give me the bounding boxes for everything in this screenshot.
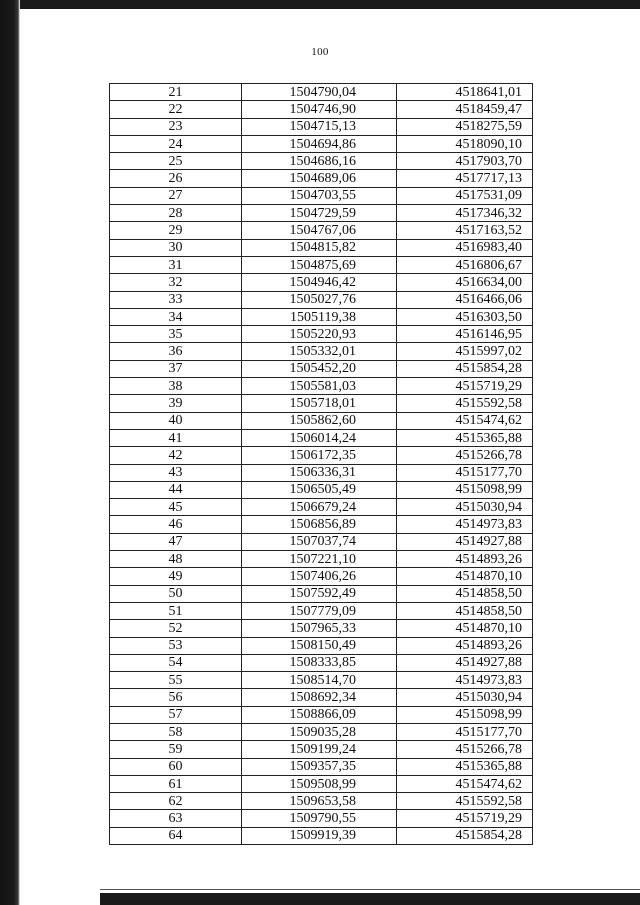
- y-coordinate-cell: 4517903,70: [397, 153, 533, 170]
- y-coordinate-cell: 4517717,13: [397, 170, 533, 187]
- table-row: [110, 84, 533, 101]
- y-coordinate-cell: 4518275,59: [397, 118, 533, 135]
- y-coordinate-cell: 4518459,47: [397, 101, 533, 118]
- x-coordinate-cell: 1508692,34: [242, 689, 397, 706]
- point-number-cell: 52: [110, 620, 242, 637]
- x-coordinate-cell: 1509790,55: [242, 810, 397, 827]
- table-row: [110, 360, 533, 377]
- point-number-cell: 25: [110, 153, 242, 170]
- y-coordinate-cell: 4514973,83: [397, 672, 533, 689]
- point-number-cell: 41: [110, 429, 242, 446]
- point-number-cell: 63: [110, 810, 242, 827]
- table-row: [110, 689, 533, 706]
- x-coordinate-cell: 1508150,49: [242, 637, 397, 654]
- y-coordinate-cell: 4515098,99: [397, 481, 533, 498]
- point-number-cell: 32: [110, 274, 242, 291]
- y-coordinate-cell: 4515997,02: [397, 343, 533, 360]
- x-coordinate-cell: 1504946,42: [242, 274, 397, 291]
- point-number-cell: 47: [110, 533, 242, 550]
- y-coordinate-cell: 4515854,28: [397, 827, 533, 844]
- table-row: [110, 516, 533, 533]
- table-row: [110, 585, 533, 602]
- table-row: [110, 741, 533, 758]
- x-coordinate-cell: 1505220,93: [242, 326, 397, 343]
- x-coordinate-cell: 1509357,35: [242, 758, 397, 775]
- y-coordinate-cell: 4516806,67: [397, 256, 533, 273]
- table-row: [110, 706, 533, 723]
- x-coordinate-cell: 1504875,69: [242, 256, 397, 273]
- x-coordinate-cell: 1505027,76: [242, 291, 397, 308]
- y-coordinate-cell: 4518641,01: [397, 84, 533, 101]
- y-coordinate-cell: 4514858,50: [397, 602, 533, 619]
- table-row: [110, 758, 533, 775]
- table-row: [110, 481, 533, 498]
- x-coordinate-cell: 1506856,89: [242, 516, 397, 533]
- table-row: [110, 135, 533, 152]
- y-coordinate-cell: 4514858,50: [397, 585, 533, 602]
- x-coordinate-cell: 1505452,20: [242, 360, 397, 377]
- x-coordinate-cell: 1507406,26: [242, 568, 397, 585]
- x-coordinate-cell: 1506172,35: [242, 447, 397, 464]
- y-coordinate-cell: 4515592,58: [397, 793, 533, 810]
- point-number-cell: 55: [110, 672, 242, 689]
- y-coordinate-cell: 4514870,10: [397, 568, 533, 585]
- x-coordinate-cell: 1508333,85: [242, 654, 397, 671]
- table-row: [110, 118, 533, 135]
- y-coordinate-cell: 4516303,50: [397, 308, 533, 325]
- y-coordinate-cell: 4514870,10: [397, 620, 533, 637]
- y-coordinate-cell: 4516466,06: [397, 291, 533, 308]
- y-coordinate-cell: 4515719,29: [397, 810, 533, 827]
- x-coordinate-cell: 1504689,06: [242, 170, 397, 187]
- x-coordinate-cell: 1504729,59: [242, 205, 397, 222]
- table-row: [110, 602, 533, 619]
- x-coordinate-cell: 1509919,39: [242, 827, 397, 844]
- table-row: [110, 429, 533, 446]
- y-coordinate-cell: 4516983,40: [397, 239, 533, 256]
- point-number-cell: 39: [110, 395, 242, 412]
- table-row: [110, 827, 533, 844]
- x-coordinate-cell: 1504694,86: [242, 135, 397, 152]
- point-number-cell: 49: [110, 568, 242, 585]
- x-coordinate-cell: 1505718,01: [242, 395, 397, 412]
- table-row: [110, 395, 533, 412]
- table-row: [110, 568, 533, 585]
- point-number-cell: 24: [110, 135, 242, 152]
- y-coordinate-cell: 4514893,26: [397, 637, 533, 654]
- point-number-cell: 31: [110, 256, 242, 273]
- point-number-cell: 23: [110, 118, 242, 135]
- table-row: [110, 256, 533, 273]
- table-row: [110, 775, 533, 792]
- point-number-cell: 42: [110, 447, 242, 464]
- point-number-cell: 56: [110, 689, 242, 706]
- x-coordinate-cell: 1506679,24: [242, 499, 397, 516]
- table-row: [110, 551, 533, 568]
- x-coordinate-cell: 1508514,70: [242, 672, 397, 689]
- x-coordinate-cell: 1504686,16: [242, 153, 397, 170]
- y-coordinate-cell: 4515177,70: [397, 464, 533, 481]
- point-number-cell: 21: [110, 84, 242, 101]
- table-row: [110, 447, 533, 464]
- point-number-cell: 50: [110, 585, 242, 602]
- table-row: [110, 205, 533, 222]
- scan-left-edge: [0, 0, 20, 905]
- point-number-cell: 58: [110, 723, 242, 740]
- coordinates-table: [109, 83, 533, 845]
- y-coordinate-cell: 4515854,28: [397, 360, 533, 377]
- table-row: [110, 326, 533, 343]
- table-row: [110, 239, 533, 256]
- x-coordinate-cell: 1508866,09: [242, 706, 397, 723]
- point-number-cell: 54: [110, 654, 242, 671]
- table-row: [110, 101, 533, 118]
- table-row: [110, 793, 533, 810]
- point-number-cell: 57: [110, 706, 242, 723]
- table-row: [110, 654, 533, 671]
- table-row: [110, 222, 533, 239]
- x-coordinate-cell: 1506336,31: [242, 464, 397, 481]
- point-number-cell: 38: [110, 378, 242, 395]
- x-coordinate-cell: 1504703,55: [242, 187, 397, 204]
- x-coordinate-cell: 1509653,58: [242, 793, 397, 810]
- y-coordinate-cell: 4515266,78: [397, 447, 533, 464]
- table-row: [110, 464, 533, 481]
- y-coordinate-cell: 4515266,78: [397, 741, 533, 758]
- y-coordinate-cell: 4517346,32: [397, 205, 533, 222]
- x-coordinate-cell: 1507221,10: [242, 551, 397, 568]
- point-number-cell: 46: [110, 516, 242, 533]
- point-number-cell: 36: [110, 343, 242, 360]
- point-number-cell: 62: [110, 793, 242, 810]
- table-row: [110, 343, 533, 360]
- x-coordinate-cell: 1507965,33: [242, 620, 397, 637]
- y-coordinate-cell: 4515719,29: [397, 378, 533, 395]
- x-coordinate-cell: 1507037,74: [242, 533, 397, 550]
- y-coordinate-cell: 4515098,99: [397, 706, 533, 723]
- point-number-cell: 45: [110, 499, 242, 516]
- y-coordinate-cell: 4515177,70: [397, 723, 533, 740]
- x-coordinate-cell: 1509508,99: [242, 775, 397, 792]
- scan-top-edge: [0, 0, 640, 9]
- y-coordinate-cell: 4517163,52: [397, 222, 533, 239]
- x-coordinate-cell: 1505581,03: [242, 378, 397, 395]
- y-coordinate-cell: 4514973,83: [397, 516, 533, 533]
- table-row: [110, 274, 533, 291]
- point-number-cell: 53: [110, 637, 242, 654]
- point-number-cell: 59: [110, 741, 242, 758]
- y-coordinate-cell: 4515474,62: [397, 412, 533, 429]
- x-coordinate-cell: 1504715,13: [242, 118, 397, 135]
- table-row: [110, 170, 533, 187]
- table-row: [110, 412, 533, 429]
- table-row: [110, 723, 533, 740]
- scan-bottom-line: [100, 889, 640, 890]
- x-coordinate-cell: 1504815,82: [242, 239, 397, 256]
- y-coordinate-cell: 4515365,88: [397, 758, 533, 775]
- table-row: [110, 378, 533, 395]
- coordinates-table-body: [110, 84, 533, 845]
- point-number-cell: 35: [110, 326, 242, 343]
- scan-bottom-edge: [100, 893, 640, 905]
- point-number-cell: 60: [110, 758, 242, 775]
- x-coordinate-cell: 1509199,24: [242, 741, 397, 758]
- x-coordinate-cell: 1504790,04: [242, 84, 397, 101]
- y-coordinate-cell: 4515474,62: [397, 775, 533, 792]
- table-row: [110, 810, 533, 827]
- table-row: [110, 637, 533, 654]
- x-coordinate-cell: 1504767,06: [242, 222, 397, 239]
- x-coordinate-cell: 1506014,24: [242, 429, 397, 446]
- y-coordinate-cell: 4515030,94: [397, 689, 533, 706]
- y-coordinate-cell: 4515365,88: [397, 429, 533, 446]
- table-row: [110, 187, 533, 204]
- y-coordinate-cell: 4516634,00: [397, 274, 533, 291]
- x-coordinate-cell: 1506505,49: [242, 481, 397, 498]
- point-number-cell: 27: [110, 187, 242, 204]
- point-number-cell: 51: [110, 602, 242, 619]
- y-coordinate-cell: 4514927,88: [397, 533, 533, 550]
- x-coordinate-cell: 1505332,01: [242, 343, 397, 360]
- x-coordinate-cell: 1507779,09: [242, 602, 397, 619]
- point-number-cell: 37: [110, 360, 242, 377]
- y-coordinate-cell: 4516146,95: [397, 326, 533, 343]
- point-number-cell: 30: [110, 239, 242, 256]
- point-number-cell: 43: [110, 464, 242, 481]
- y-coordinate-cell: 4515030,94: [397, 499, 533, 516]
- table-row: [110, 499, 533, 516]
- point-number-cell: 40: [110, 412, 242, 429]
- x-coordinate-cell: 1509035,28: [242, 723, 397, 740]
- table-row: [110, 533, 533, 550]
- table-row: [110, 153, 533, 170]
- y-coordinate-cell: 4515592,58: [397, 395, 533, 412]
- y-coordinate-cell: 4518090,10: [397, 135, 533, 152]
- y-coordinate-cell: 4517531,09: [397, 187, 533, 204]
- x-coordinate-cell: 1507592,49: [242, 585, 397, 602]
- x-coordinate-cell: 1504746,90: [242, 101, 397, 118]
- point-number-cell: 28: [110, 205, 242, 222]
- point-number-cell: 33: [110, 291, 242, 308]
- point-number-cell: 48: [110, 551, 242, 568]
- point-number-cell: 61: [110, 775, 242, 792]
- x-coordinate-cell: 1505862,60: [242, 412, 397, 429]
- point-number-cell: 22: [110, 101, 242, 118]
- point-number-cell: 29: [110, 222, 242, 239]
- point-number-cell: 44: [110, 481, 242, 498]
- page-number: 100: [311, 46, 329, 58]
- point-number-cell: 34: [110, 308, 242, 325]
- x-coordinate-cell: 1505119,38: [242, 308, 397, 325]
- point-number-cell: 64: [110, 827, 242, 844]
- point-number-cell: 26: [110, 170, 242, 187]
- table-row: [110, 291, 533, 308]
- table-row: [110, 672, 533, 689]
- table-row: [110, 308, 533, 325]
- y-coordinate-cell: 4514893,26: [397, 551, 533, 568]
- table-row: [110, 620, 533, 637]
- y-coordinate-cell: 4514927,88: [397, 654, 533, 671]
